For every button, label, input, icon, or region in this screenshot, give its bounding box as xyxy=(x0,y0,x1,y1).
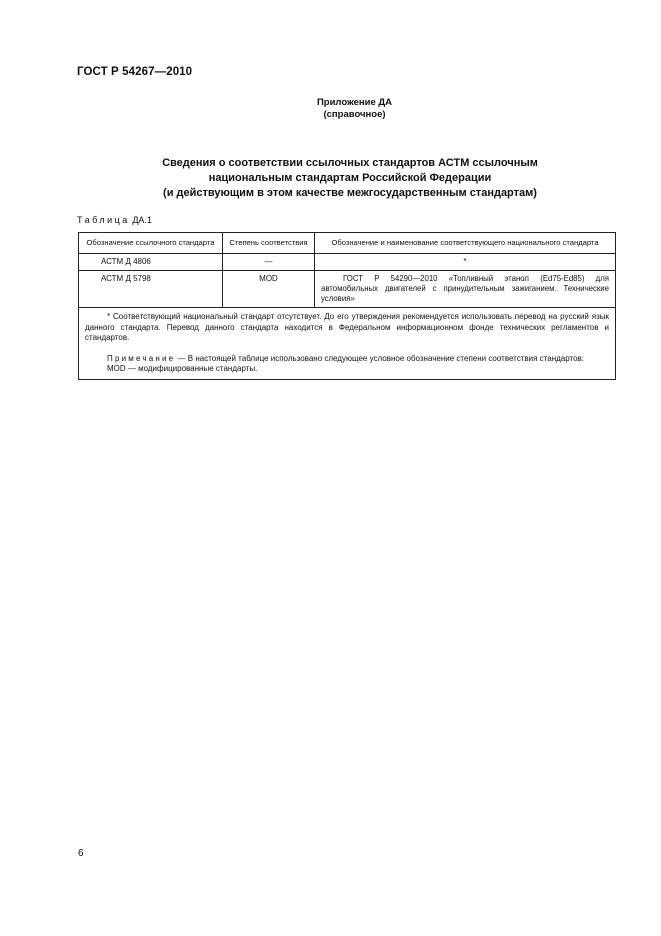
cell-degree: — xyxy=(223,254,315,271)
title-line: национальным стандартам Российской Федерации xyxy=(208,172,492,184)
table-row xyxy=(79,271,616,308)
table-notes-row xyxy=(79,308,616,380)
cell-code: АСТМ Д 4806 xyxy=(79,254,223,271)
cell-degree: MOD xyxy=(223,271,315,308)
table-caption xyxy=(77,215,152,225)
header-degree: Степень соответствия xyxy=(223,233,315,254)
note xyxy=(85,354,609,365)
correspondence-table xyxy=(78,232,616,380)
cell-national: * xyxy=(315,254,616,271)
table-notes xyxy=(79,308,616,380)
note-label: Примечание xyxy=(107,353,176,363)
document-id: ГОСТ Р 54267—2010 xyxy=(77,66,193,78)
national-standard-text: ГОСТ Р 54290—2010 «Топливный этанол (Ed75-Ed85) для автомобильных двигателей с принудительным зажиганием. Технические условия» xyxy=(321,274,609,303)
footnote: * Соответствующий национальный стандарт отсутствует. До его утверждения рекомендуется использовать перевод на русский язык данного стандарта. Перевод данного стандарта находится в Федеральном информационном фонде технических регламентов и стандартов. xyxy=(85,312,609,342)
table-caption-number: ДА.1 xyxy=(132,215,152,225)
annex-subtitle: (справочное) xyxy=(323,109,386,120)
table-caption-word: Таблица xyxy=(77,215,130,225)
note-item: MOD — модифицированные стандарты. xyxy=(107,364,258,373)
title-line: (и действующим в этом качестве межгосударственным стандартам) xyxy=(163,187,537,199)
cell-national xyxy=(315,271,616,308)
annex-title: Приложение ДА xyxy=(316,97,393,108)
table-row xyxy=(79,254,616,271)
title-line: Сведения о соответствии ссылочных стандартов АСТМ ссылочным xyxy=(162,157,538,169)
table-header-row xyxy=(79,233,616,254)
annex-heading xyxy=(0,97,661,121)
header-reference-standard: Обозначение ссылочного стандарта xyxy=(79,233,223,254)
page-title xyxy=(150,156,550,201)
note-text: — В настоящей таблице использовано следующее условное обозначение степени соответствия стандартов: xyxy=(177,353,584,363)
cell-code: АСТМ Д 5798 xyxy=(79,271,223,308)
header-national-standard: Обозначение и наименование соответствующего национального стандарта xyxy=(315,233,616,254)
page-number: 6 xyxy=(78,848,84,859)
